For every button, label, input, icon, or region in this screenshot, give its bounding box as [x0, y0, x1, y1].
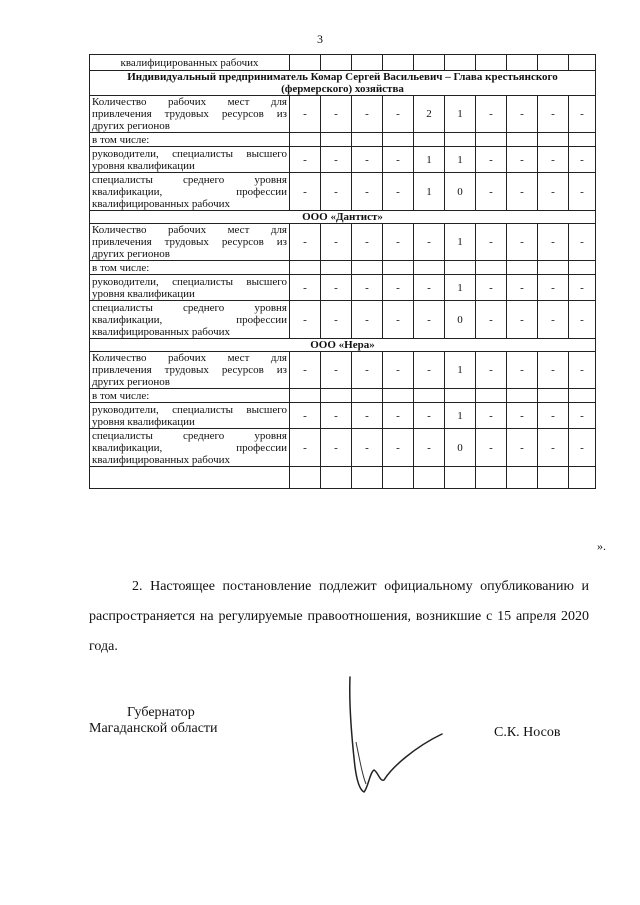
value-cell: - — [476, 224, 507, 261]
value-cell: - — [507, 147, 538, 173]
value-cell: 1 — [445, 96, 476, 133]
value-cell: - — [352, 224, 383, 261]
value-cell — [445, 389, 476, 403]
value-cell: - — [538, 429, 569, 467]
value-cell: - — [476, 352, 507, 389]
value-cell — [569, 389, 596, 403]
value-cell: - — [290, 147, 321, 173]
value-cell: - — [476, 96, 507, 133]
row-label: специалисты среднего уровня квалификации, профессии квалифицированных рабочих — [90, 173, 290, 211]
value-cell: - — [507, 173, 538, 211]
table-row — [90, 173, 596, 211]
value-cell: - — [383, 429, 414, 467]
value-cell: - — [538, 403, 569, 429]
value-cell — [476, 389, 507, 403]
value-cell — [383, 261, 414, 275]
value-cell — [352, 261, 383, 275]
value-cell: - — [383, 147, 414, 173]
section-header-row — [90, 211, 596, 224]
closing-quote: ». — [597, 539, 606, 553]
value-cell: - — [538, 301, 569, 339]
value-cell — [383, 389, 414, 403]
value-cell: - — [383, 173, 414, 211]
table-row — [90, 389, 596, 403]
value-cell: - — [321, 275, 352, 301]
value-cell: 0 — [445, 301, 476, 339]
value-cell: - — [476, 147, 507, 173]
value-cell: - — [569, 224, 596, 261]
value-cell — [352, 389, 383, 403]
value-cell — [290, 261, 321, 275]
value-cell — [507, 133, 538, 147]
row-label: в том числе: — [90, 261, 290, 275]
table-row — [90, 96, 596, 133]
value-cell: 1 — [445, 352, 476, 389]
value-cell: - — [321, 173, 352, 211]
value-cell: 0 — [445, 173, 476, 211]
value-cell — [507, 389, 538, 403]
table-row — [90, 133, 596, 147]
value-cell: - — [290, 301, 321, 339]
row-label: в том числе: — [90, 389, 290, 403]
row-label: специалисты среднего уровня квалификации, профессии квалифицированных рабочих — [90, 301, 290, 339]
value-cell: - — [383, 224, 414, 261]
value-cell: - — [507, 352, 538, 389]
value-cell: - — [352, 275, 383, 301]
value-cell: - — [383, 301, 414, 339]
value-cell — [445, 133, 476, 147]
value-cell: - — [414, 352, 445, 389]
value-cell: - — [290, 429, 321, 467]
value-cell — [321, 261, 352, 275]
value-cell — [414, 261, 445, 275]
value-cell: 1 — [445, 224, 476, 261]
value-cell: - — [538, 224, 569, 261]
value-cell: - — [569, 301, 596, 339]
value-cell: - — [476, 173, 507, 211]
page-number: 3 — [317, 32, 323, 46]
value-cell: - — [507, 429, 538, 467]
governor-title — [89, 705, 218, 737]
section-header-row — [90, 71, 596, 96]
value-cell: - — [290, 275, 321, 301]
value-cell: - — [476, 301, 507, 339]
value-cell: - — [569, 147, 596, 173]
value-cell: - — [476, 429, 507, 467]
table-row — [90, 147, 596, 173]
signer-name: С.К. Носов — [494, 725, 561, 740]
row-label: в том числе: — [90, 133, 290, 147]
value-cell — [507, 261, 538, 275]
value-cell: - — [290, 224, 321, 261]
resolution-paragraph — [89, 572, 589, 662]
table-row — [90, 224, 596, 261]
value-cell: - — [414, 403, 445, 429]
value-cell: - — [507, 224, 538, 261]
table-body — [90, 55, 596, 489]
value-cell: 1 — [414, 147, 445, 173]
value-cell: - — [321, 352, 352, 389]
value-cell: - — [414, 275, 445, 301]
section-title: ООО «Дантист» — [90, 211, 596, 224]
value-cell: - — [538, 147, 569, 173]
value-cell: 1 — [414, 173, 445, 211]
row-label: Количество рабочих мест для привлечения трудовых ресурсов из других регионов — [90, 96, 290, 133]
row-label: специалисты среднего уровня квалификации, профессии квалифицированных рабочих — [90, 429, 290, 467]
value-cell: - — [383, 275, 414, 301]
paragraph-text: 2. Настоящее постановление подлежит официальному опубликованию и распространяется на регулируемые правоотношения, возникшие с 15 апреля 2020 года. — [89, 579, 589, 654]
value-cell — [569, 261, 596, 275]
value-cell: - — [414, 429, 445, 467]
value-cell — [290, 133, 321, 147]
table-row — [90, 403, 596, 429]
table-row — [90, 352, 596, 389]
value-cell: 2 — [414, 96, 445, 133]
value-cell: - — [352, 429, 383, 467]
table-row — [90, 261, 596, 275]
value-cell: 1 — [445, 403, 476, 429]
value-cell: - — [414, 301, 445, 339]
value-cell — [445, 261, 476, 275]
table-row — [90, 429, 596, 467]
value-cell: - — [414, 224, 445, 261]
row-label-top: квалифицированных рабочих — [90, 55, 290, 71]
value-cell: - — [538, 173, 569, 211]
value-cell: - — [352, 403, 383, 429]
value-cell: - — [321, 429, 352, 467]
value-cell: - — [538, 96, 569, 133]
value-cell: - — [352, 173, 383, 211]
value-cell: - — [290, 352, 321, 389]
value-cell — [352, 133, 383, 147]
value-cell — [538, 389, 569, 403]
value-cell: - — [290, 403, 321, 429]
value-cell: - — [569, 429, 596, 467]
governor-title-line1: Губернатор — [127, 705, 195, 720]
value-cell: - — [569, 275, 596, 301]
table-row — [90, 275, 596, 301]
value-cell: - — [383, 403, 414, 429]
value-cell: - — [321, 403, 352, 429]
value-cell: - — [290, 173, 321, 211]
row-label: Количество рабочих мест для привлечения трудовых ресурсов из других регионов — [90, 352, 290, 389]
value-cell — [383, 133, 414, 147]
row-label: руководители, специалисты высшего уровня квалификации — [90, 147, 290, 173]
table-row-top — [90, 55, 596, 71]
value-cell: - — [352, 352, 383, 389]
value-cell: 0 — [445, 429, 476, 467]
value-cell — [538, 133, 569, 147]
value-cell: - — [507, 301, 538, 339]
value-cell: - — [538, 275, 569, 301]
row-label: руководители, специалисты высшего уровня квалификации — [90, 275, 290, 301]
value-cell: - — [569, 173, 596, 211]
value-cell: - — [321, 301, 352, 339]
section-header-row — [90, 339, 596, 352]
value-cell: - — [321, 147, 352, 173]
value-cell: - — [476, 275, 507, 301]
value-cell — [414, 389, 445, 403]
table-row — [90, 301, 596, 339]
section-title: ООО «Нера» — [90, 339, 596, 352]
value-cell: - — [507, 403, 538, 429]
value-cell: - — [321, 96, 352, 133]
value-cell — [321, 133, 352, 147]
value-cell: 1 — [445, 275, 476, 301]
value-cell: - — [569, 403, 596, 429]
value-cell — [321, 389, 352, 403]
value-cell — [414, 133, 445, 147]
value-cell — [476, 261, 507, 275]
value-cell: - — [507, 96, 538, 133]
value-cell: - — [569, 96, 596, 133]
value-cell: - — [569, 352, 596, 389]
value-cell: - — [383, 96, 414, 133]
governor-title-line2: Магаданской области — [89, 721, 218, 736]
value-cell: - — [352, 147, 383, 173]
row-label: Количество рабочих мест для привлечения трудовых ресурсов из других регионов — [90, 224, 290, 261]
value-cell — [538, 261, 569, 275]
workplaces-table — [89, 54, 596, 489]
table-row-spacer — [90, 467, 596, 489]
value-cell: - — [352, 301, 383, 339]
value-cell: - — [352, 96, 383, 133]
value-cell: - — [476, 403, 507, 429]
value-cell: - — [538, 352, 569, 389]
handwritten-signature — [330, 672, 450, 802]
value-cell: - — [383, 352, 414, 389]
row-label: руководители, специалисты высшего уровня квалификации — [90, 403, 290, 429]
value-cell: - — [290, 96, 321, 133]
section-title: Индивидуальный предприниматель Комар Сергей Васильевич – Глава крестьянского (фермерского) хозяйства — [90, 71, 596, 96]
value-cell: - — [321, 224, 352, 261]
value-cell — [569, 133, 596, 147]
value-cell: - — [507, 275, 538, 301]
value-cell — [476, 133, 507, 147]
value-cell — [290, 389, 321, 403]
value-cell: 1 — [445, 147, 476, 173]
